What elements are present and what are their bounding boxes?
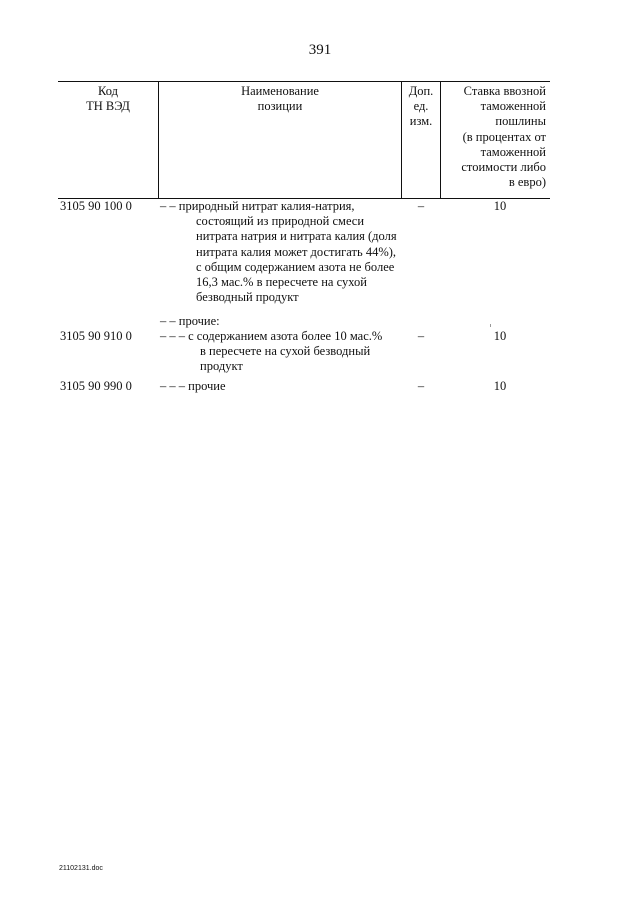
row-description: – – – с содержанием азота более 10 мас.% в пересчете на сухой безводный продукт — [160, 329, 383, 374]
header-rate: Ставка ввозной таможенной пошлины (в процентах от таможенной стоимости либо в евро) — [461, 84, 546, 190]
row-unit: – — [417, 329, 425, 343]
row-description: – – – прочие — [160, 379, 226, 393]
row-description: – – природный нитрат калия-натрия, состоящий из природной смеси нитрата натрия и нитрата калия (доля нитрата калия может достигать 44%), с общим содержанием азота не более 16,3 мас.% в пересчете на сухой безводный продукт — [160, 199, 397, 305]
header-code: Код ТН ВЭД — [86, 84, 130, 114]
row-rate: 10 — [493, 199, 507, 213]
row-rate: 10 — [493, 329, 507, 343]
row-rate: 10 — [493, 379, 507, 393]
row-unit: – — [417, 199, 425, 213]
row-unit: – — [417, 379, 425, 393]
footer-filename: 21102131.doc — [59, 865, 103, 872]
header-unit: Доп. ед. изм. — [408, 84, 434, 129]
row-code: 3105 90 910 0 — [60, 329, 132, 343]
subheading: – – прочие: — [160, 314, 220, 328]
table-header — [58, 81, 550, 199]
row-code: 3105 90 100 0 — [60, 199, 132, 213]
row-code: 3105 90 990 0 — [60, 379, 132, 393]
header-name: Наименование позиции — [241, 84, 319, 114]
page-number: 391 — [308, 42, 332, 58]
scan-speck — [490, 324, 491, 327]
